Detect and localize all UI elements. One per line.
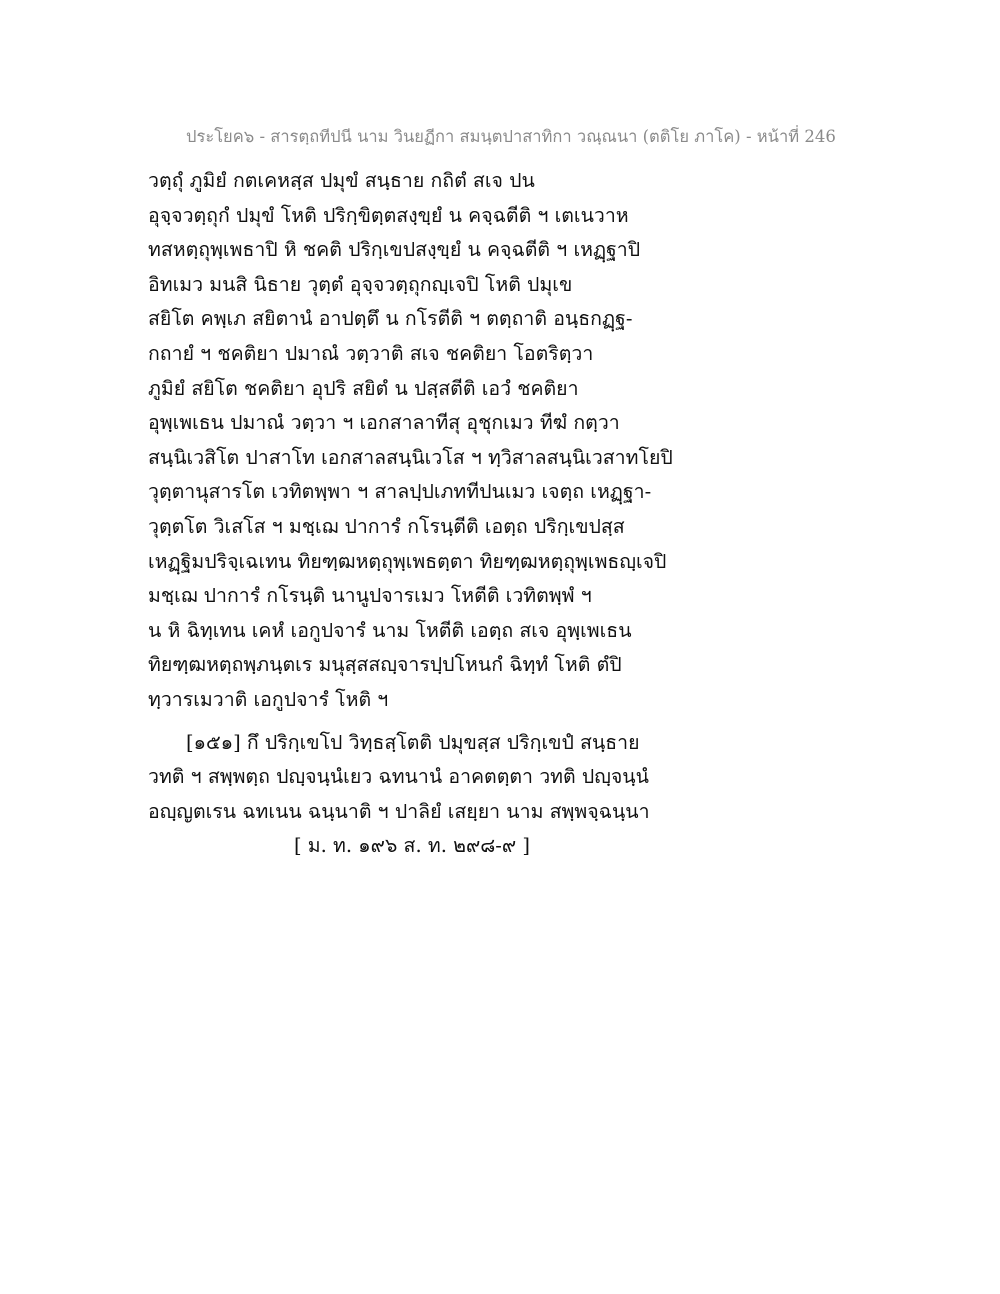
text-line: มชฺเฌ ปาการํ กโรนฺติ นานูปจารเมว โหตีติ เวทิตพฺพํ ฯ <box>148 584 592 608</box>
text-line: ทฺวารเมวาติ เอกูปจารํ โหติ ฯ <box>148 687 389 711</box>
running-header: ประโยค๖ - สารตฺถทีปนี นาม วินยฏีกา สมนฺตปาสาทิกา วณฺณนา (ตติโย ภาโค) - หน้าที่ 246 <box>186 127 836 146</box>
text-line: อิทเมว มนสิ นิธาย วุตฺตํ อุจฺจวตฺถุกญฺเจปิ โหติ ปมุเข <box>148 272 573 296</box>
text-line: อุพฺเพเธน ปมาณํ วตฺวา ฯ เอกสาลาทีสุ อุชุกเมว ทีฆํ กตฺวา <box>148 411 620 435</box>
text-line: ภูมิยํ สยิโต ชคติยา อุปริ สยิตํ น ปสฺสตีติ เอวํ ชคติยา <box>148 376 579 400</box>
body-text <box>148 164 828 864</box>
text-line: ทสหตฺถุพฺเพธาปิ หิ ชคติ ปริกฺเขปสงฺขฺยํ น คจฺฉตีติ ฯ เหฏฺฐาปิ <box>148 238 641 262</box>
text-line: วตฺถุํ ภูมิยํ กตเคหสฺส ปมุขํ สนฺธาย กถิตํ สเจ ปน <box>148 169 535 192</box>
text-line: ทิยฑฺฒหตฺถพฺภนฺตเร มนุสฺสสญฺจารปฺปโหนกํ ฉิทฺทํ โหติ ตํปิ <box>148 653 622 677</box>
paragraph-first-line: [๑๕๑] กึ ปริกฺเขโป วิทฺธสฺโตติ ปมุขสฺส ปริกฺเขปํ สนฺธาย <box>186 730 640 754</box>
text-line: กถายํ ฯ ชคติยา ปมาณํ วตฺวาติ สเจ ชคติยา โอตริตฺวา <box>148 341 594 365</box>
text-line: สนฺนิเวสิโต ปาสาโท เอกสาลสนฺนิเวโส ฯ ทฺวิสาลสนฺนิเวสาทโยปิ <box>148 445 673 469</box>
text-line: วุตฺตโต วิเสโส ฯ มชฺเฌ ปาการํ กโรนฺตีติ เอตฺถ ปริกฺเขปสฺส <box>148 514 625 538</box>
text-line: เหฏฺฐิมปริจฺเฉเทน ทิยฑฺฒหตฺถุพฺเพธตฺตา ทิยฑฺฒหตฺถุพฺเพธญฺเจปิ <box>148 549 667 573</box>
text-line: อญฺญตเรน ฉทเนน ฉนฺนาติ ฯ ปาลิยํ เสยฺยา นาม สพฺพจฺฉนฺนา <box>148 799 650 823</box>
citation-reference: [ ม. ท. ๑๙๖ ส. ท. ๒๙๘-๙ ] <box>294 834 530 858</box>
text-line: วุตฺตานุสารโต เวทิตพฺพา ฯ สาลปฺปเภททีปนเมว เจตฺถ เหฏฺฐา- <box>148 480 652 504</box>
text-line: อุจฺจวตฺถุกํ ปมุขํ โหติ ปริกฺขิตฺตสงฺขฺยํ น คจฺฉตีติ ฯ เตเนวาห <box>148 203 629 227</box>
text-line: วทติ ฯ สพฺพตฺถ ปญฺจนฺนํเยว ฉทนานํ อาคตตฺตา วทติ ปญฺจนฺนํ <box>148 765 649 789</box>
text-line: น หิ ฉิทฺเทน เคหํ เอกูปจารํ นาม โหตีติ เอตฺถ สเจ อุพฺเพเธน <box>148 618 632 642</box>
text-line: สยิโต คพฺเภ สยิตานํ อาปตฺตึ น กโรตีติ ฯ ตตฺถาติ อนฺธกฏฺฐ- <box>148 307 633 331</box>
